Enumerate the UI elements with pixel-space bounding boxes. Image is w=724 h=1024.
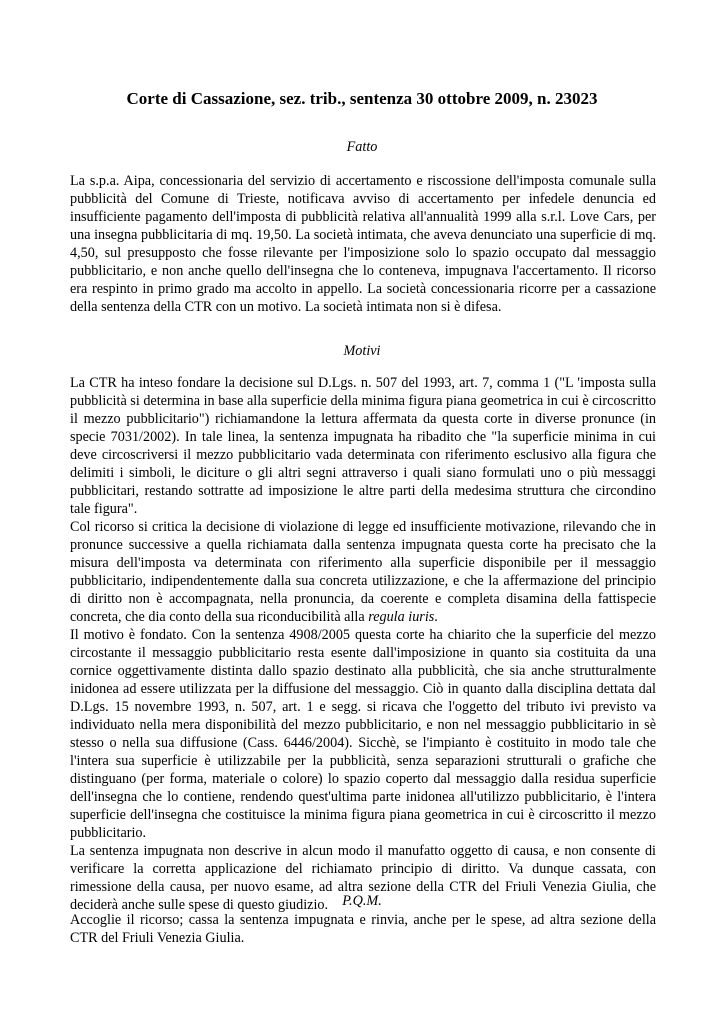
fatto-paragraph: La s.p.a. Aipa, concessionaria del servizio di accertamento e riscossione dell'imposta comunale sulla pubblicità del Comune di Trieste, notificava avviso di accertamento per infedele denuncia ed insufficiente pagamento dell'imposta di pubblicità relativa all'annualità 1999 alla s.r.l. Love Cars, per una insegna pubblicitaria di mq. 19,50. La società intimata, che aveva denunciato una superficie di mq. 4,50, sul presupposto che fosse rilevante per l'imposizione solo lo spazio occupato dal messaggio pubblicitario, e non anche quello dell'insegna che lo conteneva, impugnava l'accertamento. Il ricorso era respinto in primo grado ma accolto in appello. La società concessionaria ricorre per a cassazione della sentenza della CTR con un motivo. La società intimata non si è difesa. (70, 173, 656, 315)
motivi-paragraph-2 (70, 518, 656, 626)
section-fatto (70, 172, 656, 316)
motivi-paragraph-4: La sentenza impugnata non descrive in alcun modo il manufatto oggetto di causa, e non consente di verificare la corretta applicazione del richiamato principio di diritto. Va dunque cassata, con rimessione della causa, per nuovo esame, ad altra sezione della CTR del Friuli Venezia Giulia, che deciderà anche sulle spese di questo giudizio. (70, 843, 656, 913)
section-heading-pqm: P.Q.M. (342, 893, 382, 909)
section-motivi (70, 374, 656, 914)
section-pqm (70, 911, 656, 947)
regula-iuris-italic: regula iuris (368, 609, 435, 625)
pqm-paragraph: Accoglie il ricorso; cassa la sentenza impugnata e rinvia, anche per le spese, ad altra sezione della CTR del Friuli Venezia Giulia. (70, 912, 656, 946)
section-heading-fatto: Fatto (346, 139, 378, 155)
motivi-paragraph-2-text: Col ricorso si critica la decisione di violazione di legge ed insufficiente motivazione, rilevando che in pronunce successive a quella richiamata dalla sentenza impugnata questa corte ha precisato che la misura dell'imposta va determinata con riferimento alla superficie disponibile per il messaggio pubblicitario, indipendentemente dalla sua concreta utilizzazione, e che la affermazione del principio di diritto non è accompagnata, nella pronuncia, da coerente e completa disamina della fattispecie concreta, che dia conto della sua riconducibilità alla (70, 519, 656, 625)
motivi-paragraph-2-end: . (434, 609, 438, 625)
motivi-paragraph-1: La CTR ha inteso fondare la decisione sul D.Lgs. n. 507 del 1993, art. 7, comma 1 ("L 'imposta sulla pubblicità si determina in base alla superficie della minima figura piana geometrica in cui è circoscritto il mezzo pubblicitario") richiamandone la lettura affermata da questa corte in diverse pronunce (in specie 7031/2002). In tale linea, la sentenza impugnata ha ribadito che "la superficie minima in cui deve circoscriversi il mezzo pubblicitario vada determinata con riferimento esclusivo alla figura che delimiti i simboli, le diciture o gli altri segni attraverso i quali siano formulati uno o più messaggi pubblicitari, restando sottratte ad imposizione le altre parti della medesima struttura che circondino tale figura". (70, 375, 656, 517)
section-heading-motivi: Motivi (343, 343, 381, 359)
document-title: Corte di Cassazione, sez. trib., sentenza 30 ottobre 2009, n. 23023 (126, 89, 598, 108)
motivi-paragraph-3: Il motivo è fondato. Con la sentenza 4908/2005 questa corte ha chiarito che la superficie del mezzo circostante il messaggio pubblicitario resta esente dall'imposizione in quanto sia costituita da una cornice oggettivamente distinta dallo spazio destinato alla pubblicità, che sia anche strutturalmente inidonea ad essere utilizzata per la diffusione del messaggio. Ciò in quanto dalla disciplina dettata dal D.Lgs. 15 novembre 1993, n. 507, art. 1 e segg. si ricava che l'oggetto del tributo ivi previsto va individuato nella mera disponibilità del mezzo pubblicitario, e non nel messaggio pubblicitario in sè stesso o nella sua diffusione (Cass. 6446/2004). Sicchè, se l'impianto è costituito in modo tale che l'intera sua superficie è utilizzabile per la pubblicità, senza separazioni strutturali o grafiche che distinguano (per forma, materiale o colore) lo spazio coperto dal messaggio dalla residua superficie dell'insegna che lo contiene, rendendo quest'ultima parte inidonea all'utilizzo pubblicitario, è l'intera superficie dell'insegna che costituisce la minima figura piana geometrica in cui è circoscritto il mezzo pubblicitario. (70, 627, 656, 841)
